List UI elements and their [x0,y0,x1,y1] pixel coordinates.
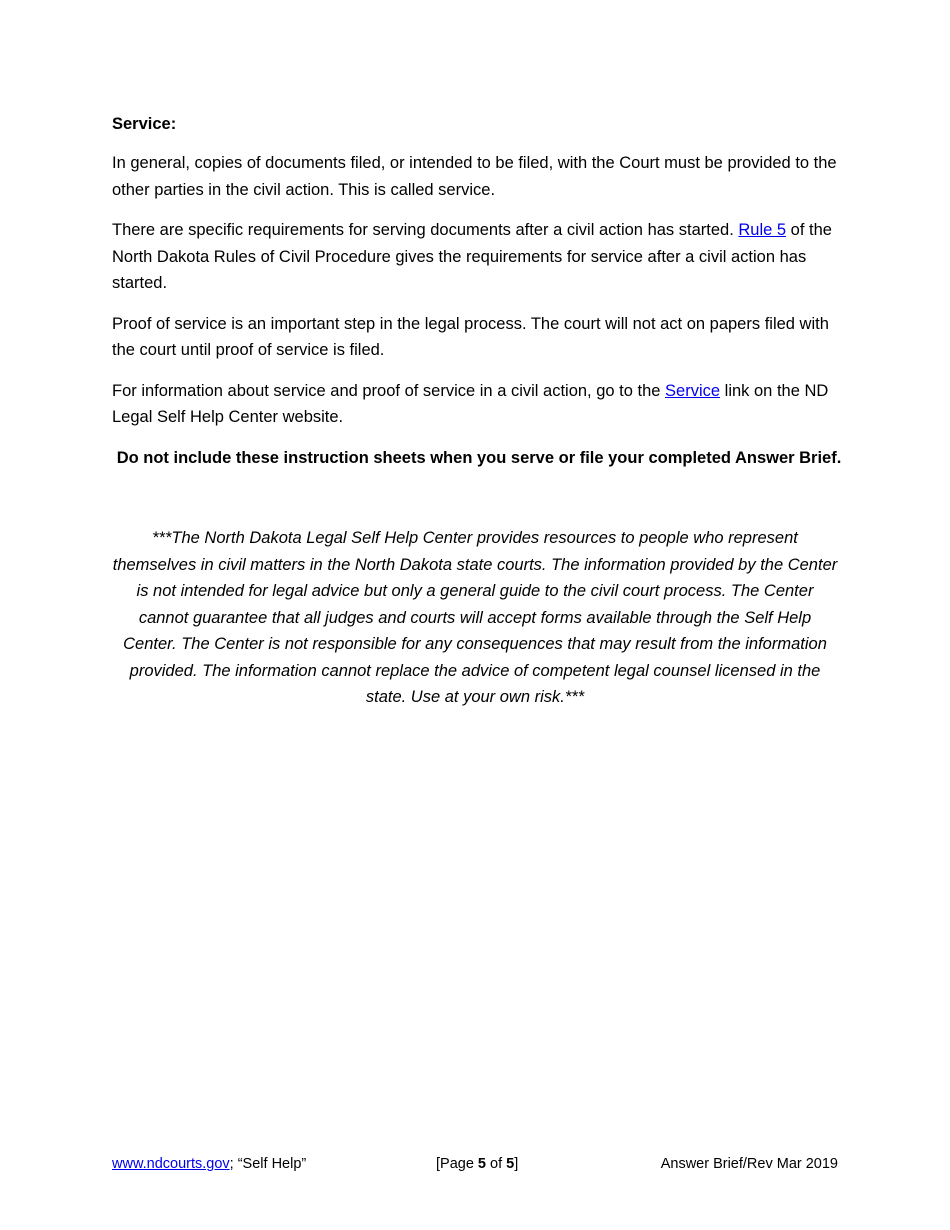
document-body [112,113,842,725]
page-number-of: of [486,1156,507,1172]
page-number-current: 5 [477,1156,486,1172]
paragraph-service-info-text-after: link on the ND Legal Self Help Center website. [112,381,829,426]
paragraph-service-info-text-before: For information about service and proof of service in a civil action, go to the [112,381,666,400]
paragraph-proof-of-service: Proof of service is an important step in the legal process. The court will not act on papers filed with the court until proof of service is filed. [112,314,829,359]
page-number [436,1152,518,1176]
disclaimer: ***The North Dakota Legal Self Help Center provides resources to people who represent themselves in civil matters in the North Dakota state courts. The information provided by the Center is not intended for legal advice but only a general guide to the civil court process. The Center cannot guarantee that all judges and courts will accept forms available through the Self Help Center. The Center is not responsible for any consequences that may result from the information provided. The information cannot replace the advice of competent legal counsel licensed in the state. Use at your own risk.*** [112,529,838,706]
instruction-notice: Do not include these instruction sheets when you serve or file your completed Answer Brief. [116,448,842,467]
page-number-total: 5 [506,1156,515,1172]
paragraph-service-definition: In general, copies of documents filed, or intended to be filed, with the Court must be provided to the other parties in the civil action. This is called service. [112,154,837,199]
rule-5-link[interactable]: Rule 5 [738,221,787,239]
paragraph-rule-5 [112,217,838,297]
paragraph-rule-5-text-before: There are specific requirements for serving documents after a civil action has started. [112,221,739,239]
section-heading-service: Service: [112,115,177,133]
ndcourts-link[interactable]: www.ndcourts.gov [112,1156,230,1172]
footer-self-help: ; “Self Help” [229,1156,307,1172]
paragraph-rule-5-text-after: of the North Dakota Rules of Civil Procedure gives the requirements for service after a civil action has started. [112,221,832,292]
page-number-suffix: ] [514,1156,519,1172]
page-footer [112,1152,838,1176]
service-link[interactable]: Service [665,381,721,400]
page-number-prefix: [Page [436,1156,478,1172]
form-revision: Answer Brief/Rev Mar 2019 [660,1156,838,1172]
paragraph-service-info [112,378,838,431]
footer-left [112,1152,306,1176]
